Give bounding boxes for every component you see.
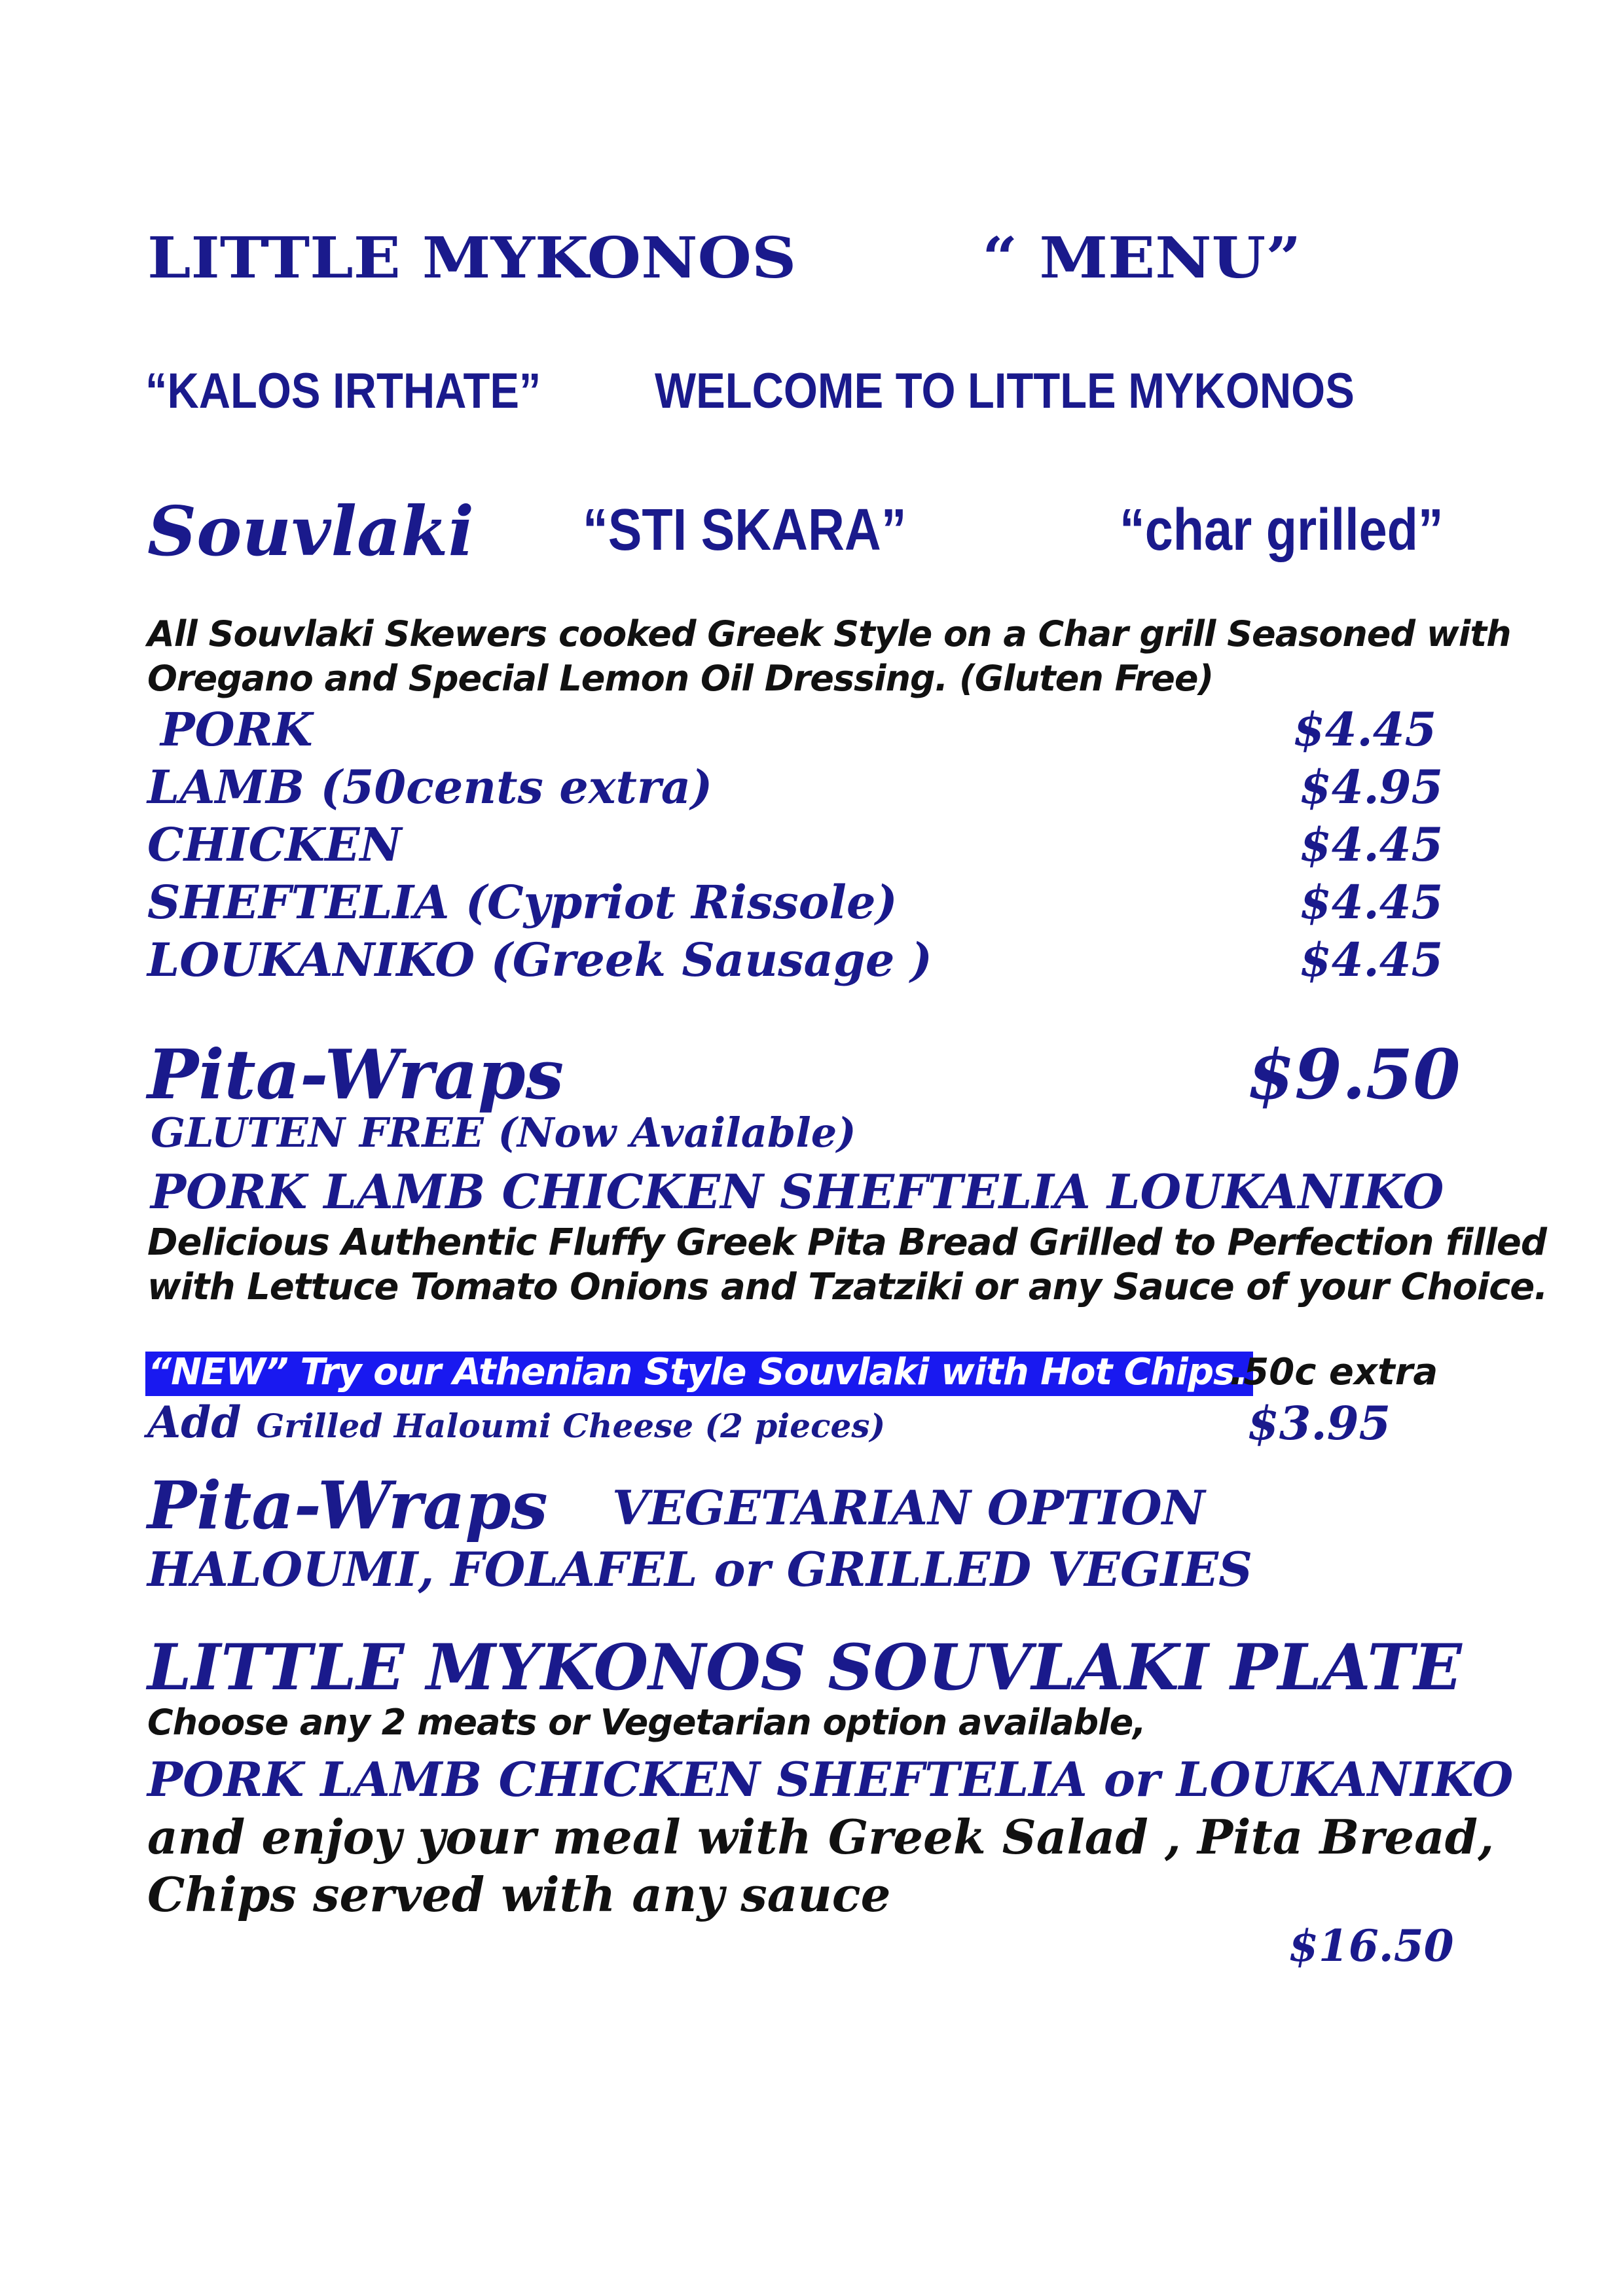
new-offer-extra: .50c extra — [1230, 1351, 1438, 1393]
gluten-free-note: GLUTEN FREE (Now Available) — [151, 1109, 856, 1157]
price-loukaniko: $4.45 — [1300, 933, 1444, 987]
menu-item-sheftelia: SHEFTELIA (Cypriot Rissole) — [147, 875, 898, 929]
welcome-greek: “KALOS IRTHATE” — [145, 363, 541, 419]
price-pork: $4.45 — [1293, 702, 1437, 757]
vegetarian-pita-heading: Pita-Wraps — [147, 1467, 548, 1544]
menu-item-lamb: LAMB (50cents extra) — [147, 760, 713, 814]
menu-item-chicken: CHICKEN — [147, 817, 402, 872]
menu-item-loukaniko: LOUKANIKO (Greek Sausage ) — [147, 933, 932, 987]
pita-description: Delicious Authentic Fluffy Greek Pita Bread Grilled to Perfection filled with Lettuce Tomato Onions and Tzatziki or any Sauce of your Choice. — [147, 1221, 1548, 1308]
new-offer-highlight: “NEW” Try our Athenian Style Souvlaki with Hot Chips. — [145, 1352, 1253, 1396]
page-title: LITTLE MYKONOS — [147, 225, 797, 291]
vegetarian-option-label: VEGETARIAN OPTION — [612, 1480, 1205, 1535]
vegetarian-option-list: HALOUMI, FOLAFEL or GRILLED VEGIES — [147, 1541, 1252, 1597]
add-haloumi — [147, 1397, 886, 1448]
pita-meat-options: PORK LAMB CHICKEN SHEFTELIA LOUKANIKO — [151, 1164, 1444, 1219]
menu-heading: “ MENU” — [982, 225, 1302, 291]
souvlaki-heading: Souvlaki — [147, 491, 474, 571]
souvlaki-plate-price: $16.50 — [1288, 1920, 1454, 1971]
pita-wraps-price: $9.50 — [1247, 1034, 1461, 1115]
souvlaki-plate-meats: PORK LAMB CHICKEN SHEFTELIA or LOUKANIKO — [147, 1751, 1514, 1807]
menu-item-pork: PORK — [160, 702, 313, 757]
souvlaki-translation: “char grilled” — [1120, 497, 1444, 563]
welcome-english: WELCOME TO LITTLE MYKONOS — [655, 363, 1355, 419]
price-lamb: $4.95 — [1300, 760, 1444, 814]
souvlaki-plate-heading: LITTLE MYKONOS SOUVLAKI PLATE — [147, 1630, 1462, 1704]
souvlaki-description: All Souvlaki Skewers cooked Greek Style on a Char grill Seasoned with Oregano and Special Lemon Oil Dressing. (Gluten Free) — [147, 613, 1511, 699]
pita-wraps-heading: Pita-Wraps — [147, 1034, 564, 1115]
price-sheftelia: $4.45 — [1300, 875, 1444, 929]
add-haloumi-price: $3.95 — [1247, 1396, 1391, 1450]
add-haloumi-item: Grilled Haloumi Cheese (2 pieces) — [256, 1407, 886, 1445]
souvlaki-plate-choose: Choose any 2 meats or Vegetarian option available, — [147, 1702, 1146, 1743]
souvlaki-plate-description — [147, 1751, 1588, 1924]
price-chicken: $4.45 — [1300, 817, 1444, 872]
souvlaki-subtitle: “STI SKARA” — [583, 497, 907, 563]
add-word: Add — [147, 1397, 242, 1448]
souvlaki-plate-sides: and enjoy your meal with Greek Salad , Pita Bread, Chips served with any sauce — [147, 1809, 1495, 1922]
